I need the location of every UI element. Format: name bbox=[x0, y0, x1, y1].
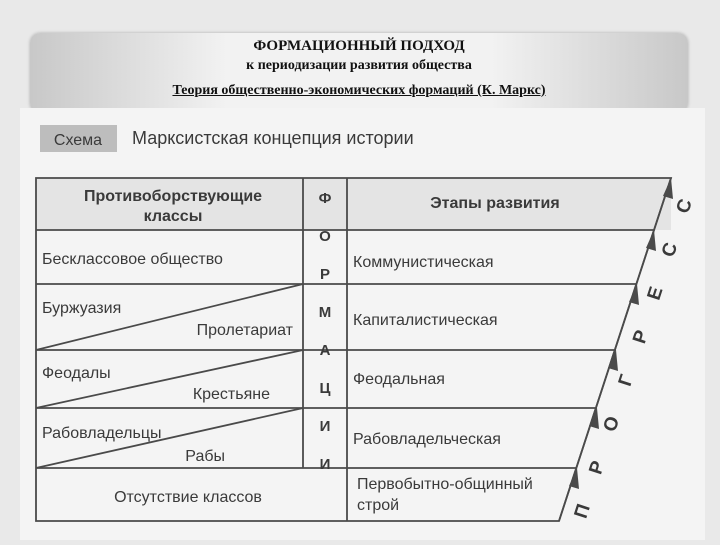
progress-letter: О bbox=[599, 413, 625, 435]
row3-right: Феодальная bbox=[353, 371, 445, 388]
vertical-label bbox=[319, 190, 332, 473]
progress-letter: С bbox=[672, 196, 697, 217]
left-header-line1: Противоборствующие bbox=[83, 188, 263, 205]
progress-letter: Р bbox=[585, 458, 610, 478]
vertical-letter: Р bbox=[319, 266, 331, 283]
row5-right-line2: строй bbox=[357, 497, 400, 514]
formation-diagram bbox=[20, 108, 705, 540]
vertical-letter: А bbox=[319, 342, 331, 359]
theory-title: Теория общественно-экономических формаций (К. Маркс) bbox=[172, 83, 546, 98]
progress-letter: Е bbox=[643, 284, 668, 303]
progress-letter: Р bbox=[629, 327, 654, 347]
row1-right: Коммунистическая bbox=[353, 254, 494, 271]
scheme-caption: Марксистская концепция истории bbox=[132, 128, 414, 148]
slide-title: ФОРМАЦИОННЫЙ ПОДХОД bbox=[253, 38, 465, 54]
row3-left-top: Феодалы bbox=[42, 365, 111, 382]
vertical-letter: М bbox=[318, 304, 332, 321]
row5-right-line1: Первобытно-общинный bbox=[357, 476, 533, 493]
row4-right: Рабовладельческая bbox=[353, 431, 501, 448]
vertical-letter: Ф bbox=[318, 190, 332, 207]
progress-letter: П bbox=[570, 501, 595, 522]
scheme-image bbox=[20, 108, 705, 540]
row4-left-top: Рабовладельцы bbox=[42, 425, 162, 442]
row3-left-bottom: Крестьяне bbox=[192, 386, 270, 403]
row4-left-bottom: Рабы bbox=[185, 448, 225, 465]
row2-left-bottom: Пролетариат bbox=[196, 322, 293, 339]
left-header-line2: классы bbox=[143, 208, 203, 225]
progress-letter: Г bbox=[614, 372, 639, 389]
diagonal-bourgeoisie bbox=[36, 284, 303, 350]
row1-left: Бесклассовое общество bbox=[42, 251, 223, 268]
vertical-letter: Ц bbox=[319, 380, 331, 397]
slide-subtitle: к периодизации развития общества bbox=[246, 58, 472, 73]
row5-left: Отсутствие классов bbox=[114, 489, 262, 506]
row2-left-top: Буржуазия bbox=[42, 300, 122, 317]
progress-letter: С bbox=[658, 240, 683, 260]
arrowhead-2 bbox=[646, 230, 656, 251]
vertical-letter: И bbox=[319, 418, 331, 435]
vertical-letter: О bbox=[319, 228, 331, 245]
arrowhead-6 bbox=[569, 468, 579, 489]
scheme-tag: Схема bbox=[53, 132, 103, 149]
arrowhead-3 bbox=[629, 284, 639, 305]
row2-right: Капиталистическая bbox=[353, 312, 498, 329]
vertical-letter: И bbox=[319, 456, 331, 473]
progress-label bbox=[571, 196, 697, 521]
title-banner bbox=[30, 33, 688, 113]
right-header: Этапы развития bbox=[430, 195, 560, 212]
